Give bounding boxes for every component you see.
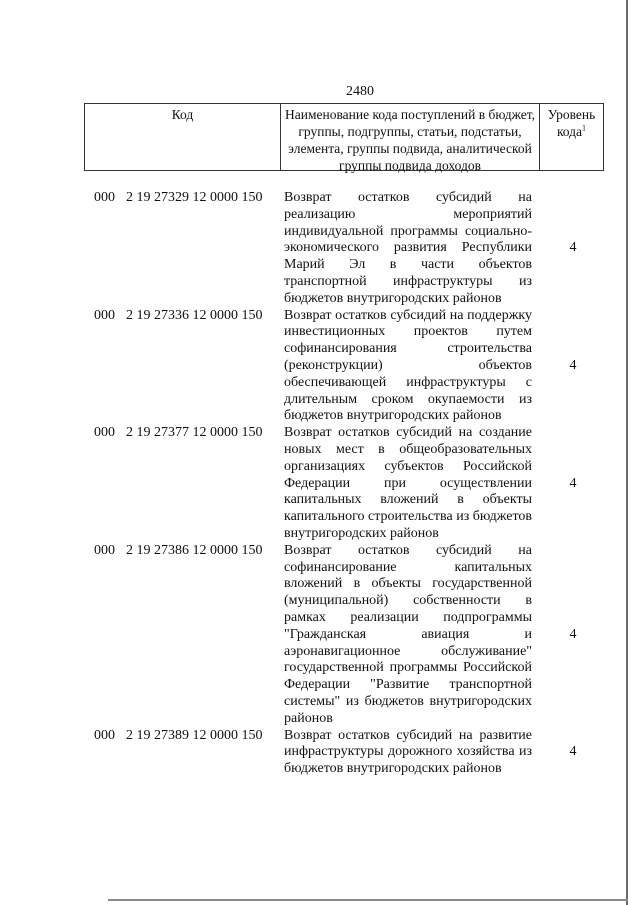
table-header <box>84 103 604 171</box>
header-level-footnote: 1 <box>582 123 587 133</box>
header-code: Код <box>85 104 281 170</box>
row-admin-code: 000 <box>94 425 115 441</box>
header-name: Наименование кода поступлений в бюджет, группы, подгруппы, статьи, подстатьи, элемента, группы подвида, аналитической группы подвида доходов <box>281 104 540 170</box>
row-admin-code: 000 <box>94 190 115 205</box>
table-row <box>84 190 604 308</box>
row-level: 4 <box>569 475 577 491</box>
row-name: Возврат остатков субсидий на софинансирование капитальных вложений в объекты государственной (муниципальной) собственности в рамках реализации подпрограммы "Гражданская авиация и аэронавигационное обслуживание" государственной программы Российской Федерации "Развитие транспортной системы" из бюджетов внутригородских районов <box>284 542 532 726</box>
page-number: 2480 <box>346 84 374 99</box>
header-level <box>540 104 603 170</box>
row-admin-code: 000 <box>94 307 115 323</box>
row-code: 2 19 27389 12 0000 150 <box>126 727 263 743</box>
row-level: 4 <box>569 626 577 642</box>
page-edge-line <box>626 0 628 905</box>
row-level: 4 <box>569 357 577 373</box>
table-row <box>84 308 604 426</box>
header-level-label: Уровень кода <box>547 107 596 139</box>
row-name: Возврат остатков субсидий на реализацию мероприятий индивидуальной программы социально-экономического развития Республики Марий Эл в части объектов транспортной инфраструктуры из бюджетов внутригородских районов <box>284 190 532 306</box>
row-level: 4 <box>569 240 577 256</box>
page-bottom-line <box>108 899 628 901</box>
row-code: 2 19 27329 12 0000 150 <box>126 190 263 205</box>
row-name: Возврат остатков субсидий на поддержку инвестиционных проектов путем софинансирования строительства (реконструкции) объектов обеспечивающей инфраструктуры с длительным сроком окупаемости из бюджетов внутригородских районов <box>284 307 532 424</box>
row-code: 2 19 27386 12 0000 150 <box>126 542 263 558</box>
table-body <box>84 190 604 778</box>
table-row <box>84 425 604 543</box>
row-level: 4 <box>569 744 577 760</box>
table-row <box>84 543 604 728</box>
row-code: 2 19 27336 12 0000 150 <box>126 307 263 323</box>
row-name: Возврат остатков субсидий на развитие инфраструктуры дорожного хозяйства из бюджетов внутригородских районов <box>284 727 532 777</box>
row-admin-code: 000 <box>94 727 115 743</box>
row-admin-code: 000 <box>94 542 115 558</box>
row-name: Возврат остатков субсидий на создание новых мест в общеобразовательных организациях субъектов Российской Федерации при осуществлении капитальных вложений в объекты капитального строительства из бюджетов внутригородских районов <box>284 425 532 541</box>
row-code: 2 19 27377 12 0000 150 <box>126 425 263 441</box>
table-row <box>84 728 604 778</box>
